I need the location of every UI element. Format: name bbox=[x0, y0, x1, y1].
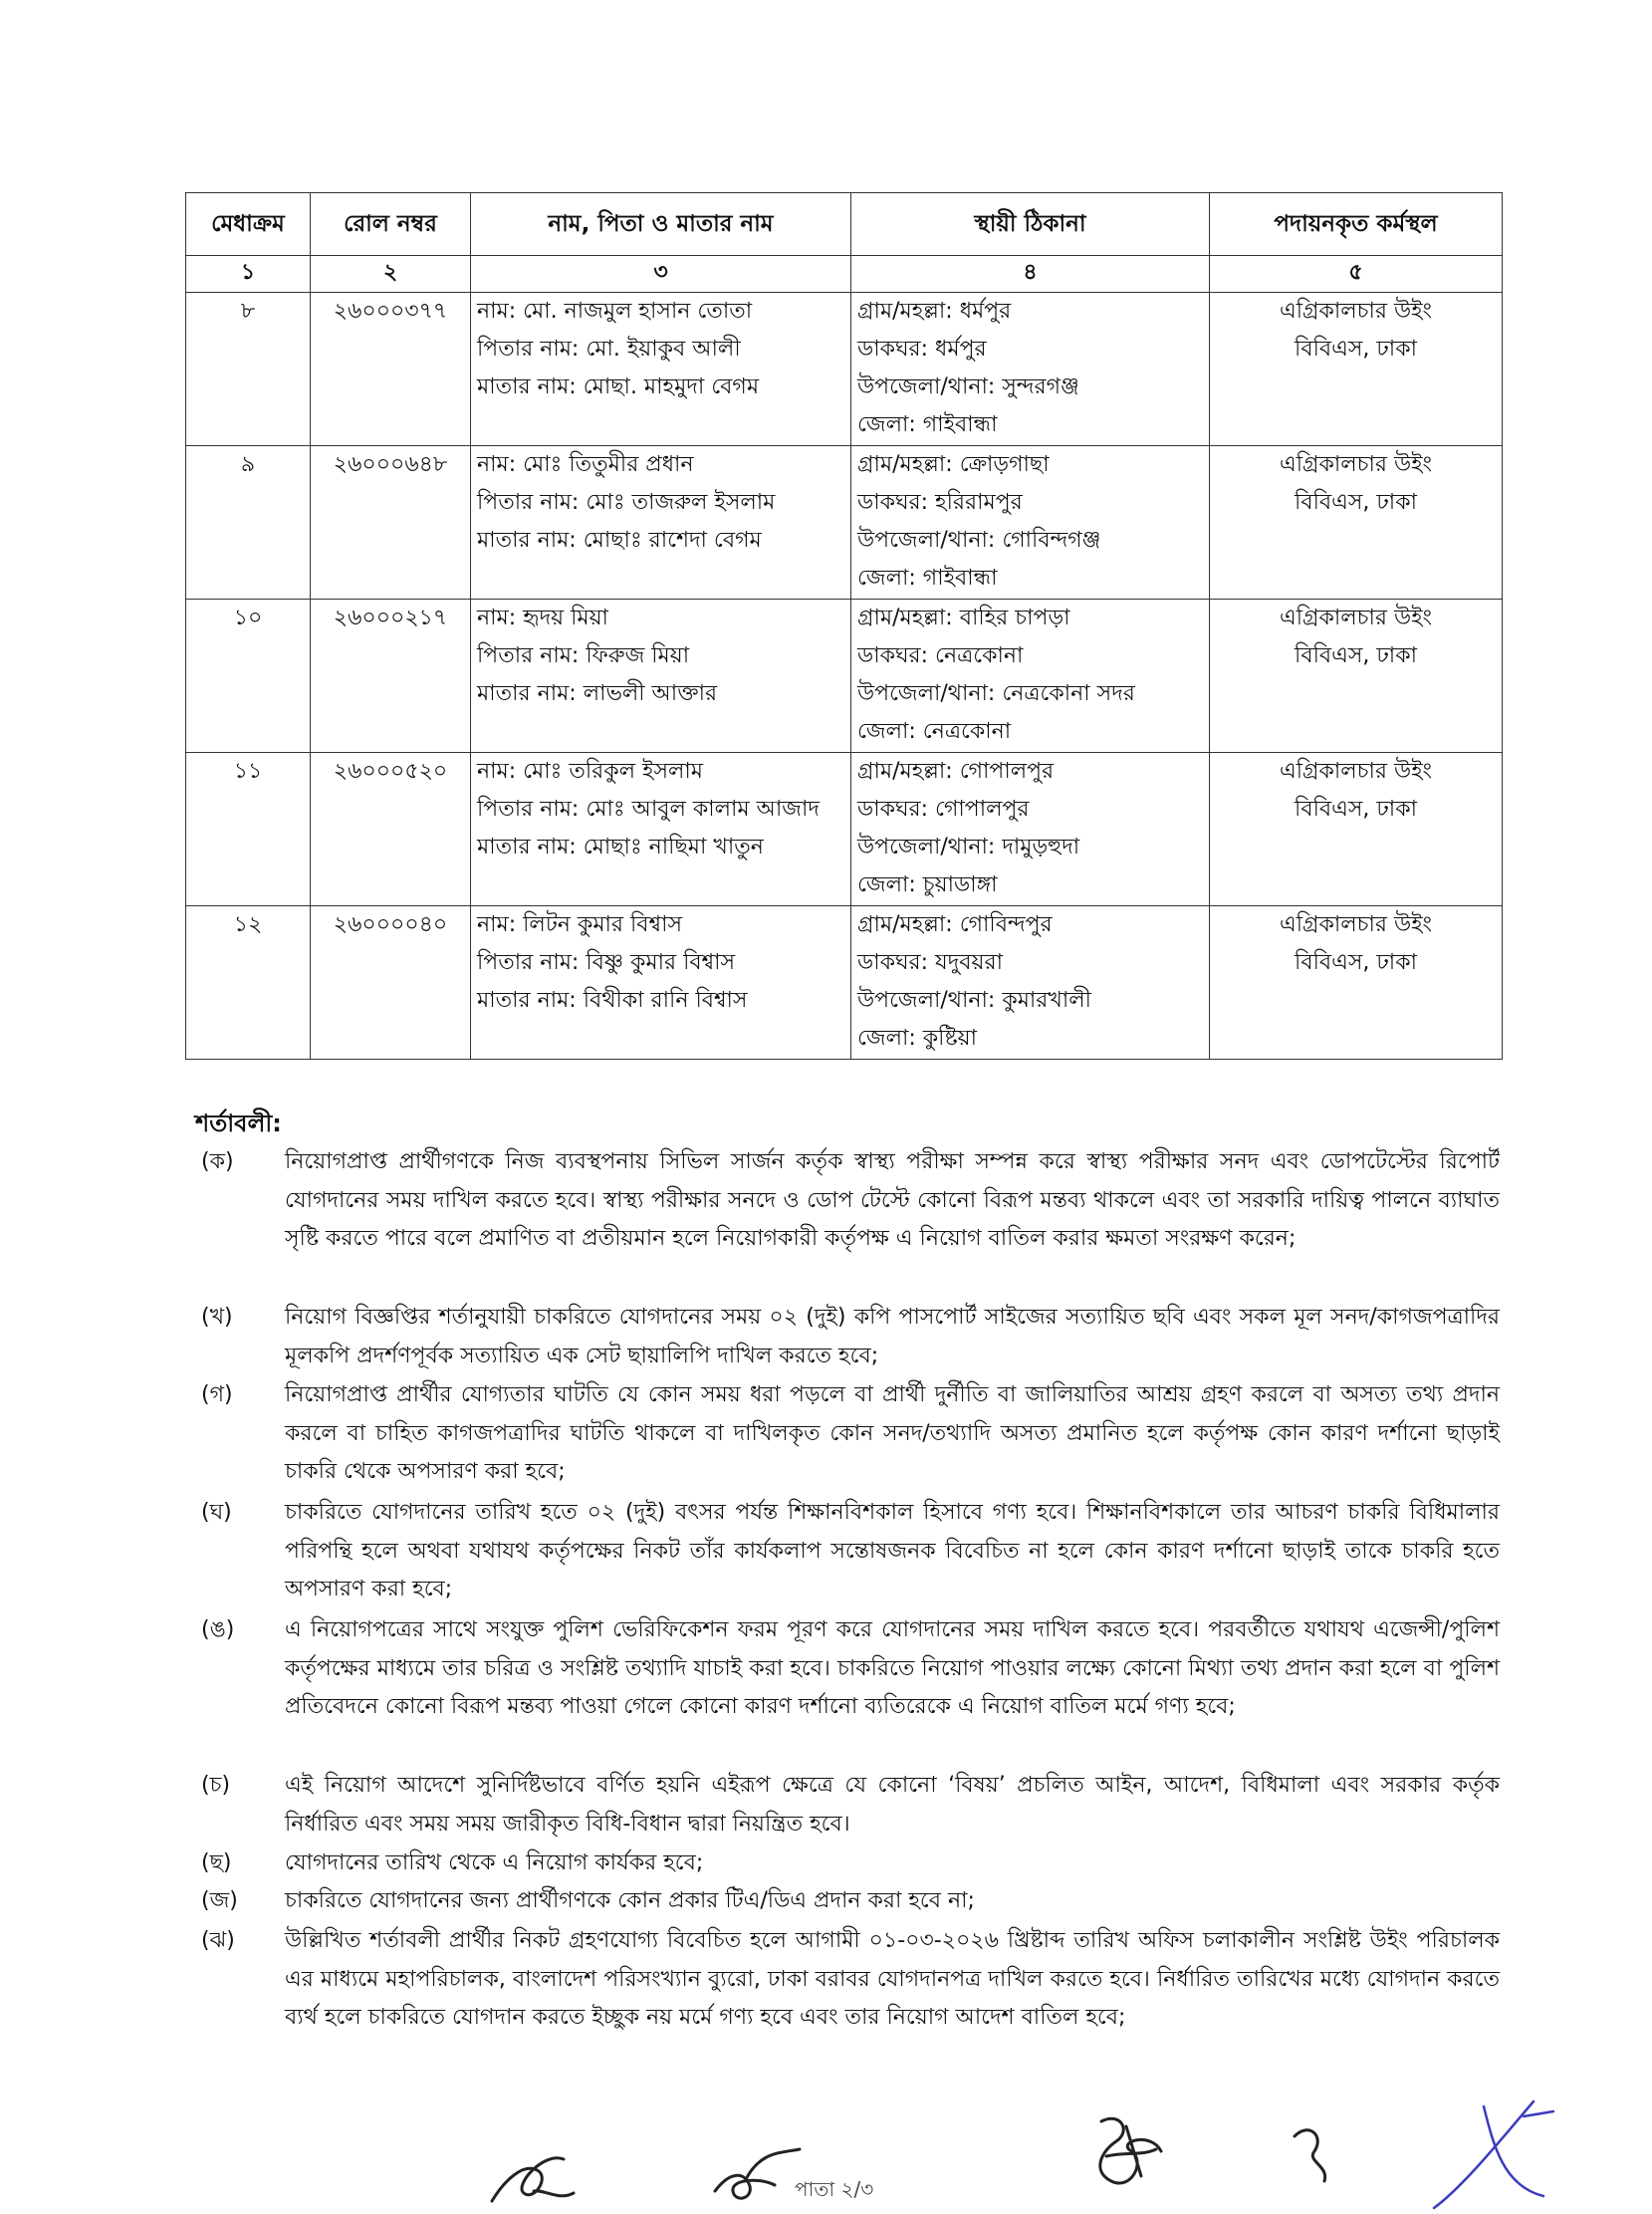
condition-item bbox=[195, 1376, 1500, 1492]
candidate-name: নাম: মো. নাজমুল হাসান তোতা bbox=[477, 299, 753, 324]
condition-mark: (ঝ) bbox=[201, 1928, 235, 1953]
address-village: গ্রাম/মহল্লা: গোবিন্দপুর bbox=[857, 912, 1053, 937]
merit-cell: ১২ bbox=[186, 906, 311, 1060]
condition-item bbox=[195, 1143, 1500, 1259]
signature-2 bbox=[705, 2141, 805, 2211]
posting-office: বিবিএস, ঢাকা bbox=[1295, 490, 1417, 515]
conditions-title: শর্তাবলী: bbox=[195, 1109, 282, 1137]
posting-office: বিবিএস, ঢাকা bbox=[1295, 337, 1417, 362]
name-cell bbox=[471, 446, 851, 600]
candidate-name: নাম: হৃদয় মিয়া bbox=[477, 606, 608, 630]
posting-cell bbox=[1210, 293, 1503, 446]
condition-text: নিয়োগপ্রাপ্ত প্রার্থীর যোগ্যতার ঘাটতি যে কোন সময় ধরা পড়লে বা প্রার্থী দুর্নীতি বা জালিয়াতির আশ্রয় গ্রহণ করলে বা অসত্য তথ্য প্রদান করলে বা চাহিত কাগজপত্রাদির ঘাটতি থাকলে বা দাখিলকৃত কোন সনদ/তথ্যাদি অসত্য প্রমানিত হলে কর্তৃপক্ষ কোন কারণ দর্শানো ছাড়াই চাকরি থেকে অপসারণ করা হবে; bbox=[285, 1382, 1500, 1484]
condition-mark: (জ) bbox=[201, 1888, 238, 1913]
condition-text: নিয়োগপ্রাপ্ত প্রার্থীগণকে নিজ ব্যবস্থপনায় সিভিল সার্জন কর্তৃক স্বাস্থ্য পরীক্ষা সম্পন্ন করে স্বাস্থ্য পরীক্ষার সনদ এবং ডোপটেস্টের রিপোর্ট যোগদানের সময় দাখিল করতে হবে। স্বাস্থ্য পরীক্ষার সনদে ও ডোপ টেস্টে কোনো বিরূপ মন্তব্য থাকলে এবং তা সরকারি দায়িত্ব পালনে ব্যাঘাত সৃষ্টি করতে পারে বলে প্রমাণিত বা প্রতীয়মান হলে নিয়োগকারী কর্তৃপক্ষ এ নিয়োগ বাতিল করার ক্ষমতা সংরক্ষণ করেন; bbox=[285, 1149, 1500, 1251]
father-name: পিতার নাম: বিষ্ণু কুমার বিশ্বাস bbox=[477, 950, 736, 975]
condition-mark: (ছ) bbox=[201, 1850, 232, 1875]
column-number: ২ bbox=[311, 256, 471, 293]
column-number: ৫ bbox=[1210, 256, 1503, 293]
address-post: ডাকঘর: গোপালপুর bbox=[857, 797, 1030, 822]
condition-mark: (খ) bbox=[201, 1305, 233, 1330]
posting-office: বিবিএস, ঢাকা bbox=[1295, 950, 1417, 975]
column-number-row bbox=[186, 256, 1503, 293]
posting-wing: এগ্রিকালচার উইং bbox=[1279, 606, 1433, 630]
condition-item bbox=[195, 1494, 1500, 1609]
condition-item bbox=[195, 1611, 1500, 1727]
father-name: পিতার নাম: ফিরুজ মিয়া bbox=[477, 643, 690, 668]
condition-mark: (ঘ) bbox=[201, 1500, 232, 1525]
table-row bbox=[186, 293, 1503, 446]
condition-text: চাকরিতে যোগদানের জন্য প্রার্থীগণকে কোন প্রকার টিএ/ডিএ প্রদান করা হবে না; bbox=[285, 1888, 975, 1913]
address-upazila: উপজেলা/থানা: গোবিন্দগঞ্জ bbox=[857, 528, 1101, 553]
merit-cell: ৮ bbox=[186, 293, 311, 446]
address-post: ডাকঘর: হরিরামপুর bbox=[857, 490, 1023, 515]
condition-item bbox=[195, 1767, 1500, 1844]
address-post: ডাকঘর: যদুবয়রা bbox=[857, 950, 1003, 975]
posting-cell bbox=[1210, 753, 1503, 906]
roll-cell: ২৬০০০৩৭৭ bbox=[311, 293, 471, 446]
address-village: গ্রাম/মহল্লা: ধর্মপুর bbox=[857, 299, 1012, 324]
father-name: পিতার নাম: মোঃ আবুল কালাম আজাদ bbox=[477, 797, 820, 822]
posting-cell bbox=[1210, 906, 1503, 1060]
condition-item bbox=[195, 1299, 1500, 1375]
table-row bbox=[186, 600, 1503, 753]
address-district: জেলা: গাইবান্ধা bbox=[857, 566, 998, 591]
merit-cell: ৯ bbox=[186, 446, 311, 600]
posting-wing: এগ্রিকালচার উইং bbox=[1279, 299, 1433, 324]
posting-office: বিবিএস, ঢাকা bbox=[1295, 797, 1417, 822]
father-name: পিতার নাম: মোঃ তাজরুল ইসলাম bbox=[477, 490, 776, 515]
posting-office: বিবিএস, ঢাকা bbox=[1295, 643, 1417, 668]
address-cell bbox=[851, 446, 1210, 600]
signature-4 bbox=[1285, 2116, 1344, 2186]
name-cell bbox=[471, 753, 851, 906]
address-post: ডাকঘর: ধর্মপুর bbox=[857, 337, 987, 362]
header-roll: রোল নম্বর bbox=[311, 193, 471, 256]
posting-cell bbox=[1210, 600, 1503, 753]
address-district: জেলা: নেত্রকোনা bbox=[857, 719, 1012, 744]
address-village: গ্রাম/মহল্লা: ক্রোড়গাছা bbox=[857, 452, 1050, 477]
candidate-name: নাম: মোঃ তিতুমীর প্রধান bbox=[477, 452, 694, 477]
address-cell bbox=[851, 293, 1210, 446]
condition-text: এ নিয়োগপত্রের সাথে সংযুক্ত পুলিশ ভেরিফিকেশন ফরম পূরণ করে যোগদানের সময় দাখিল করতে হবে। পরবর্তীতে যথাযথ এজেন্সী/পুলিশ কর্তৃপক্ষের মাধ্যমে তার চরিত্র ও সংশ্লিষ্ট তথ্যাদি যাচাই করা হবে। চাকরিতে নিয়োগ পাওয়ার লক্ষ্যে কোনো মিথ্যা তথ্য প্রদান করা হলে বা পুলিশ প্রতিবেদনে কোনো বিরূপ মন্তব্য পাওয়া গেলে কোনো কারণ দর্শানো ব্যতিরেকে এ নিয়োগ বাতিল মর্মে গণ্য হবে; bbox=[285, 1617, 1500, 1719]
address-district: জেলা: চুয়াডাঙ্গা bbox=[857, 872, 998, 897]
condition-mark: (চ) bbox=[201, 1773, 231, 1798]
address-upazila: উপজেলা/থানা: সুন্দরগঞ্জ bbox=[857, 374, 1079, 399]
roll-cell: ২৬০০০৫২০ bbox=[311, 753, 471, 906]
column-number: ১ bbox=[186, 256, 311, 293]
column-number: ৪ bbox=[851, 256, 1210, 293]
name-cell bbox=[471, 293, 851, 446]
merit-cell: ১১ bbox=[186, 753, 311, 906]
mother-name: মাতার নাম: বিথীকা রানি বিশ্বাস bbox=[477, 988, 748, 1013]
condition-mark: (ঙ) bbox=[201, 1617, 235, 1642]
posting-cell bbox=[1210, 446, 1503, 600]
roll-cell: ২৬০০০৬৪৮ bbox=[311, 446, 471, 600]
posting-wing: এগ্রিকালচার উইং bbox=[1279, 912, 1433, 937]
header-name: নাম, পিতা ও মাতার নাম bbox=[471, 193, 851, 256]
header-address: স্থায়ী ঠিকানা bbox=[851, 193, 1210, 256]
roll-cell: ২৬০০০০৪০ bbox=[311, 906, 471, 1060]
mother-name: মাতার নাম: মোছাঃ নাছিমা খাতুন bbox=[477, 835, 764, 860]
posting-wing: এগ্রিকালচার উইং bbox=[1279, 759, 1433, 784]
condition-item bbox=[195, 1922, 1500, 2038]
condition-text: এই নিয়োগ আদেশে সুনির্দিষ্টভাবে বর্ণিত হয়নি এইরূপ ক্ষেত্রে যে কোনো ‘বিষয়’ প্রচলিত আইন, আদেশ, বিধিমালা এবং সরকার কর্তৃক নির্ধারিত এবং সময় সময় জারীকৃত বিধি-বিধান দ্বারা নিয়ন্ত্রিত হবে। bbox=[285, 1773, 1500, 1837]
mother-name: মাতার নাম: মোছাঃ রাশেদা বেগম bbox=[477, 528, 762, 553]
address-upazila: উপজেলা/থানা: কুমারখালী bbox=[857, 988, 1091, 1013]
header-merit: মেধাক্রম bbox=[186, 193, 311, 256]
address-upazila: উপজেলা/থানা: নেত্রকোনা সদর bbox=[857, 681, 1135, 706]
address-district: জেলা: কুষ্টিয়া bbox=[857, 1026, 977, 1051]
candidate-name: নাম: মোঃ তরিকুল ইসলাম bbox=[477, 759, 704, 784]
mother-name: মাতার নাম: লাভলী আক্তার bbox=[477, 681, 718, 706]
posting-wing: এগ্রিকালচার উইং bbox=[1279, 452, 1433, 477]
condition-text: চাকরিতে যোগদানের তারিখ হতে ০২ (দুই) বৎসর পর্যন্ত শিক্ষানবিশকাল হিসাবে গণ্য হবে। শিক্ষানবিশকালে তার আচরণ চাকরি বিধিমালার পরিপন্থি হলে অথবা যথাযথ কর্তৃপক্ষের নিকট তাঁর কার্যকলাপ সন্তোষজনক বিবেচিত না হলে কোন কারণ দর্শানো ছাড়াই তাকে চাকরি হতে অপসারণ করা হবে; bbox=[285, 1500, 1500, 1601]
address-post: ডাকঘর: নেত্রকোনা bbox=[857, 643, 1024, 668]
header-posting: পদায়নকৃত কর্মস্থল bbox=[1210, 193, 1503, 256]
table-header-row bbox=[186, 193, 1503, 256]
father-name: পিতার নাম: মো. ইয়াকুব আলী bbox=[477, 337, 741, 362]
appointment-table bbox=[185, 192, 1503, 1060]
condition-text: নিয়োগ বিজ্ঞপ্তির শর্তানুযায়ী চাকরিতে যোগদানের সময় ০২ (দুই) কপি পাসপোর্ট সাইজের সত্যায়িত ছবি এবং সকল মূল সনদ/কাগজপত্রাদির মূলকপি প্রদর্শণপূর্বক সত্যায়িত এক সেট ছায়ালিপি দাখিল করতে হবে; bbox=[285, 1305, 1500, 1368]
address-district: জেলা: গাইবান্ধা bbox=[857, 412, 998, 437]
table-row bbox=[186, 753, 1503, 906]
page-number: পাতা ২/৩ bbox=[795, 2177, 874, 2201]
address-village: গ্রাম/মহল্লা: গোপালপুর bbox=[857, 759, 1055, 784]
address-village: গ্রাম/মহল্লা: বাহির চাপড়া bbox=[857, 606, 1070, 630]
condition-text: যোগদানের তারিখ থেকে এ নিয়োগ কার্যকর হবে; bbox=[285, 1850, 704, 1875]
address-cell bbox=[851, 753, 1210, 906]
address-upazila: উপজেলা/থানা: দামুড়হুদা bbox=[857, 835, 1080, 860]
name-cell bbox=[471, 906, 851, 1060]
mother-name: মাতার নাম: মোছা. মাহমুদা বেগম bbox=[477, 374, 760, 399]
table-row bbox=[186, 906, 1503, 1060]
signature-1 bbox=[484, 2131, 584, 2211]
address-cell bbox=[851, 906, 1210, 1060]
signature-3 bbox=[1071, 2101, 1181, 2201]
merit-cell: ১০ bbox=[186, 600, 311, 753]
condition-mark: (ক) bbox=[201, 1149, 234, 1174]
condition-mark: (গ) bbox=[201, 1382, 233, 1407]
condition-item bbox=[195, 1845, 1500, 1883]
column-number: ৩ bbox=[471, 256, 851, 293]
condition-text: উল্লিখিত শর্তাবলী প্রার্থীর নিকট গ্রহণযোগ্য বিবেচিত হলে আগামী ০১-০৩-২০২৬ খ্রিষ্টাব্দ তারিখ অফিস চলাকালীন সংশ্লিষ্ট উইং পরিচালক এর মাধ্যমে মহাপরিচালক, বাংলাদেশ পরিসংখ্যান ব্যুরো, ঢাকা বরাবর যোগদানপত্র দাখিল করতে হবে। নির্ধারিত তারিখের মধ্যে যোগদান করতে ব্যর্থ হলে চাকরিতে যোগদান করতে ইচ্ছুক নয় মর্মে গণ্য হবে এবং তার নিয়োগ আদেশ বাতিল হবে; bbox=[285, 1928, 1500, 2030]
name-cell bbox=[471, 600, 851, 753]
candidate-name: নাম: লিটন কুমার বিশ্বাস bbox=[477, 912, 683, 937]
condition-item bbox=[195, 1882, 1500, 1921]
address-cell bbox=[851, 600, 1210, 753]
roll-cell: ২৬০০০২১৭ bbox=[311, 600, 471, 753]
table-row bbox=[186, 446, 1503, 600]
signature-5 bbox=[1424, 2096, 1563, 2211]
